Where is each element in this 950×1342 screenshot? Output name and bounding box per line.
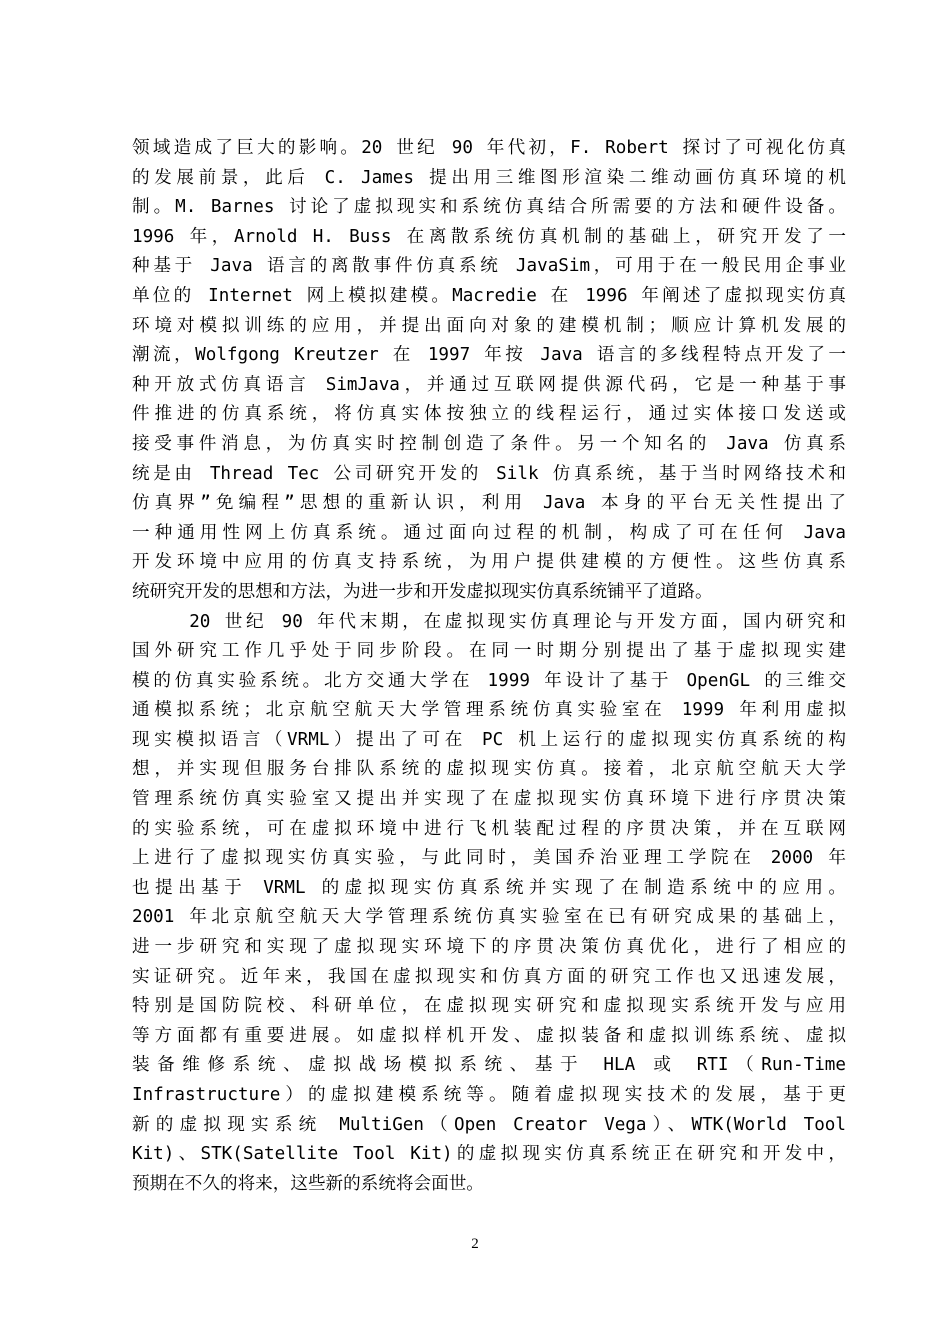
text-line: 也提出基于 VRML 的虚拟现实仿真系统并实现了在制造系统中的应用。 bbox=[132, 877, 846, 898]
text-line: 特别是国防院校、科研单位，在虚拟现实研究和虚拟现实系统开发与应用 bbox=[132, 996, 846, 1017]
text-line: 上进行了虚拟现实仿真实验，与此同时，美国乔治亚理工学院在 2000 年 bbox=[132, 848, 846, 869]
text-line: 装备维修系统、虚拟战场模拟系统、基于 HLA 或 RTI（Run-Time bbox=[132, 1055, 846, 1076]
text-line: 统是由 Thread Tec 公司研究开发的 Silk 仿真系统，基于当时网络技术和 bbox=[132, 463, 846, 484]
text-line: 实证研究。近年来，我国在虚拟现实和仿真方面的研究工作也又迅速发展， bbox=[132, 966, 846, 987]
text-line: 2001 年北京航空航天大学管理系统仿真实验室在已有研究成果的基础上， bbox=[132, 907, 846, 928]
text-line: 想，并实现但服务台排队系统的虚拟现实仿真。接着，北京航空航天大学 bbox=[132, 759, 846, 780]
body-text bbox=[132, 134, 846, 1199]
page-number: 2 bbox=[471, 1236, 479, 1252]
text-line: 种开放式仿真语言 SimJava，并通过互联网提供源代码，它是一种基于事 bbox=[132, 374, 846, 395]
paragraph-end-line: 统研究开发的思想和方法，为进一步和开发虚拟现实仿真系统铺平了道路。 bbox=[132, 581, 713, 602]
text-line: 种基于 Java 语言的离散事件仿真系统 JavaSim，可用于在一般民用企事业 bbox=[132, 256, 846, 277]
text-line: 管理系统仿真实验室又提出并实现了在虚拟现实仿真环境下进行序贯决策 bbox=[132, 789, 846, 810]
text-line: 环境对模拟训练的应用，并提出面向对象的建模机制；顺应计算机发展的 bbox=[132, 315, 846, 336]
text-line: 单位的 Internet 网上模拟建模。Macredie 在 1996 年阐述了虚拟现实仿真 bbox=[132, 285, 846, 306]
text-line: 现实模拟语言（VRML）提出了可在 PC 机上运行的虚拟现实仿真系统的构 bbox=[132, 729, 846, 750]
text-line: 新的虚拟现实系统 MultiGen（Open Creator Vega）、WTK(World Tool bbox=[132, 1114, 846, 1135]
text-line: 接受事件消息，为仿真实时控制创造了条件。另一个知名的 Java 仿真系 bbox=[132, 433, 846, 454]
text-line: 潮流，Wolfgong Kreutzer 在 1997 年按 Java 语言的多线程特点开发了一 bbox=[132, 345, 846, 366]
text-line: 开发环境中应用的仿真支持系统，为用户提供建模的方便性。这些仿真系 bbox=[132, 552, 846, 573]
text-line: 模的仿真实验系统。北方交通大学在 1999 年设计了基于 OpenGL 的三维交 bbox=[132, 670, 846, 691]
text-line: 进一步研究和实现了虚拟现实环境下的序贯决策仿真优化，进行了相应的 bbox=[132, 937, 846, 958]
text-line: Kit)、STK(Satellite Tool Kit)的虚拟现实仿真系统正在研究和开发中， bbox=[132, 1144, 846, 1165]
text-line: 的实验系统，可在虚拟环境中进行飞机装配过程的序贯决策，并在互联网 bbox=[132, 818, 846, 839]
text-line: 一种通用性网上仿真系统。通过面向过程的机制，构成了可在任何 Java bbox=[132, 522, 846, 543]
text-line: 国外研究工作几乎处于同步阶段。在同一时期分别提出了基于虚拟现实建 bbox=[132, 641, 846, 662]
text-line: 等方面都有重要进展。如虚拟样机开发、虚拟装备和虚拟训练系统、虚拟 bbox=[132, 1025, 846, 1046]
text-line: 通模拟系统；北京航空航天大学管理系统仿真实验室在 1999 年利用虚拟 bbox=[132, 700, 846, 721]
paragraph-start-line: 20 世纪 90 年代末期，在虚拟现实仿真理论与开发方面，国内研究和 bbox=[132, 611, 846, 632]
text-line: 的发展前景，此后 C. James 提出用三维图形渲染二维动画仿真环境的机 bbox=[132, 167, 846, 188]
text-line: 1996 年，Arnold H. Buss 在离散系统仿真机制的基础上，研究开发了一 bbox=[132, 226, 846, 247]
text-line: 领域造成了巨大的影响。20 世纪 90 年代初，F. Robert 探讨了可视化仿真 bbox=[132, 138, 846, 158]
text-line: 件推进的仿真系统，将仿真实体按独立的线程运行，通过实体接口发送或 bbox=[132, 404, 846, 425]
text-line: Infrastructure）的虚拟建模系统等。随着虚拟现实技术的发展，基于更 bbox=[132, 1085, 846, 1105]
paragraph-end-line: 预期在不久的将来，这些新的系统将会面世。 bbox=[132, 1173, 484, 1194]
text-line: 制。M. Barnes 讨论了虚拟现实和系统仿真结合所需要的方法和硬件设备。 bbox=[132, 197, 846, 218]
text-line: 仿真界”免编程”思想的重新认识，利用 Java 本身的平台无关性提出了 bbox=[132, 493, 846, 514]
